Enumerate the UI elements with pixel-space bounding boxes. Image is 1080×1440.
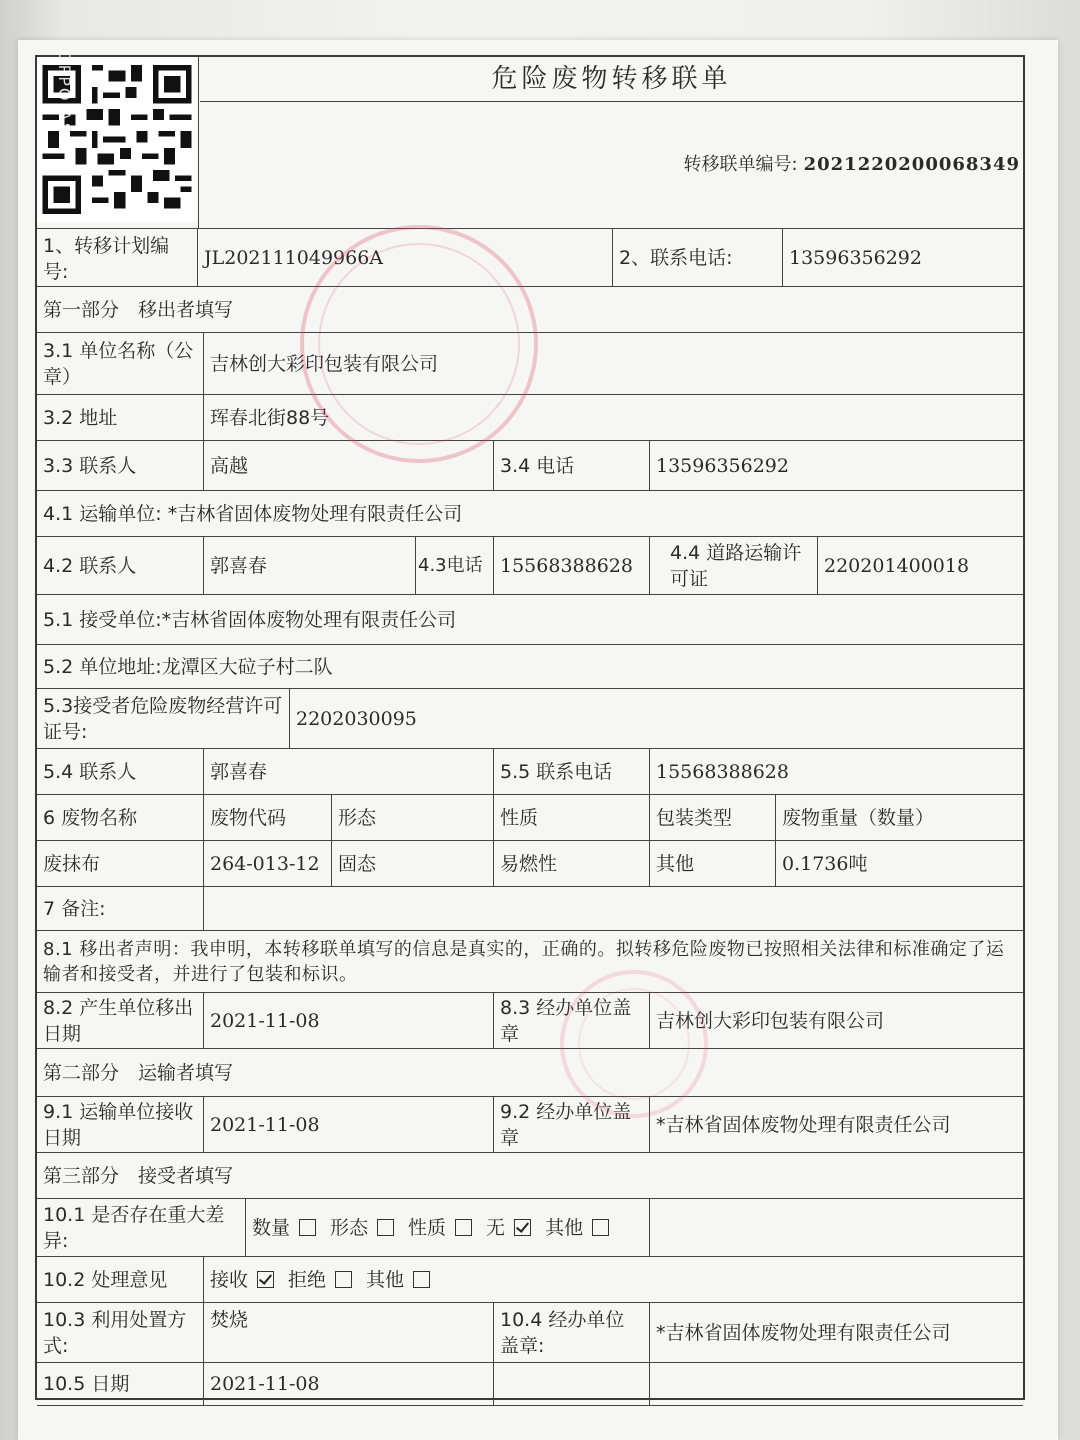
part3-label: 第三部分 接受者填写 (43, 1164, 234, 1187)
part1-header (37, 286, 1023, 332)
receiver-seal-label: 10.4 经办单位盖章: (493, 1303, 649, 1362)
transporter-seal-value: *吉林省固体废物处理有限责任公司 (649, 1097, 1023, 1152)
row-5-4 (37, 748, 1023, 794)
opt-accept-label: 接收 (210, 1268, 249, 1291)
license-value: 2202030095 (289, 689, 1023, 748)
phone-label: 2、联系电话: (612, 229, 782, 286)
opt-other-label: 其他 (545, 1216, 584, 1239)
receiver-row (37, 595, 1023, 644)
title-divider (198, 57, 199, 229)
row-8-2 (37, 992, 1023, 1048)
address-value: 珲春北街88号 (203, 395, 1023, 440)
company-name-label: 3.1 单位名称（公章） (43, 339, 194, 388)
waste-weight: 0.1736吨 (775, 841, 1023, 886)
ship-date-label: 8.2 产生单位移出日期 (43, 996, 194, 1045)
receiver-value: *吉林省固体废物处理有限责任公司 (161, 608, 457, 631)
row-4-1 (37, 490, 1023, 536)
row-plan (37, 228, 1023, 286)
contact-phone-value: 13596356292 (649, 441, 1023, 490)
generator-declaration: 8.1 移出者声明：我申明，本转移联单填写的信息是真实的，正确的。拟转移危险废物已按照相关法律和标准确定了运输者和接受者，并进行了包装和标识。 (43, 938, 1005, 985)
row-5-1 (37, 594, 1023, 644)
row-10-5 (37, 1362, 1023, 1406)
device-watermark: OPPO A8 (55, 50, 74, 135)
opt-none-label: 无 (486, 1216, 506, 1239)
generator-seal-label: 8.3 经办单位盖章 (493, 993, 649, 1048)
row-10-2 (37, 1256, 1023, 1302)
part1-label: 第一部分 移出者填写 (43, 298, 234, 321)
row-3-1 (37, 332, 1023, 394)
license-label: 5.3接受者危险废物经营许可证号: (43, 694, 283, 743)
transport-contact-value: 郭喜春 (203, 537, 415, 594)
discrepancy-options (245, 1199, 649, 1256)
receiver-contact-value: 郭喜春 (203, 749, 493, 794)
row-8-1 (37, 930, 1023, 992)
transporter-label: 4.1 运输单位: (43, 502, 162, 525)
discrepancy-blank (649, 1199, 1023, 1256)
transport-date-value: 2021-11-08 (203, 1097, 493, 1152)
discrepancy-label: 10.1 是否存在重大差异: (43, 1203, 225, 1252)
waste-header-row (37, 794, 1023, 840)
receiver-phone-label: 5.5 联系电话 (493, 749, 649, 794)
transport-phone-value: 15568388628 (493, 537, 649, 594)
disposal-method-value: 焚烧 (203, 1303, 493, 1362)
opt-form-checkbox[interactable] (377, 1219, 394, 1236)
waste-header-package: 包装类型 (649, 795, 775, 840)
waste-header-code: 废物代码 (203, 795, 331, 840)
row-9-1 (37, 1096, 1023, 1152)
road-permit-value: 220201400018 (817, 537, 1023, 594)
disposal-method-label: 10.3 利用处置方式: (43, 1308, 187, 1357)
contact-value: 高越 (203, 441, 493, 490)
receive-date-blank-1 (493, 1363, 649, 1405)
disposal-opinion-label: 10.2 处理意见 (43, 1268, 168, 1291)
receive-date-value: 2021-11-08 (203, 1363, 493, 1405)
company-name-value: 吉林创大彩印包装有限公司 (203, 333, 1023, 394)
road-permit-label: 4.4 道路运输许可证 (649, 537, 817, 594)
ship-date-value: 2021-11-08 (203, 993, 493, 1048)
opt-quantity-checkbox[interactable] (299, 1219, 316, 1236)
document-title: 危险废物转移联单 (200, 57, 1023, 102)
form-table (37, 228, 1023, 1406)
opt-none-checkbox[interactable] (514, 1219, 531, 1236)
opt-other-checkbox[interactable] (592, 1219, 609, 1236)
receiver-address-row (37, 645, 1023, 688)
opt-property-checkbox[interactable] (455, 1219, 472, 1236)
row-3-2 (37, 394, 1023, 440)
row-5-2 (37, 644, 1023, 688)
opt-property-label: 性质 (408, 1216, 447, 1239)
waste-data-row (37, 840, 1023, 886)
waste-code: 264-013-12 (203, 841, 331, 886)
waste-header-name: 6 废物名称 (43, 806, 138, 829)
opt-other2-label: 其他 (366, 1268, 405, 1291)
waste-header-weight: 废物重量（数量） (775, 795, 1023, 840)
transporter-seal-label: 9.2 经办单位盖章 (493, 1097, 649, 1152)
receive-date-label: 10.5 日期 (43, 1373, 130, 1395)
disposal-opinion-options (203, 1257, 1023, 1302)
generator-seal-value: 吉林创大彩印包装有限公司 (649, 993, 1023, 1048)
opt-other2-checkbox[interactable] (413, 1271, 430, 1288)
part2-label: 第二部分 运输者填写 (43, 1061, 234, 1084)
waste-header-property: 性质 (493, 795, 649, 840)
opt-reject-label: 拒绝 (288, 1268, 327, 1291)
part2-header (37, 1048, 1023, 1096)
address-label: 3.2 地址 (43, 406, 118, 429)
row-5-3 (37, 688, 1023, 748)
transport-date-label: 9.1 运输单位接收日期 (43, 1100, 194, 1149)
receiver-address-value: 龙潭区大砬子村二队 (161, 655, 333, 678)
manifest-label: 转移联单编号: (683, 154, 798, 175)
contact-label: 3.3 联系人 (43, 454, 137, 477)
waste-header-form: 形态 (331, 795, 493, 840)
receiver-address-label: 5.2 单位地址: (43, 655, 162, 678)
transport-phone-label: 4.3电话 (415, 537, 493, 594)
receiver-phone-value: 15568388628 (649, 749, 1023, 794)
part3-header (37, 1152, 1023, 1198)
manifest-value: 2021220200068349 (803, 154, 1020, 175)
receiver-label: 5.1 接受单位: (43, 608, 162, 631)
row-3-3 (37, 440, 1023, 490)
receiver-seal-value: *吉林省固体废物处理有限责任公司 (649, 1303, 1023, 1362)
row-10-3 (37, 1302, 1023, 1362)
waste-name: 废抹布 (43, 852, 101, 875)
plan-label: 1、转移计划编号: (43, 235, 170, 283)
remarks-label: 7 备注: (43, 897, 106, 920)
opt-form-label: 形态 (330, 1216, 369, 1239)
manifest-number (684, 150, 1020, 176)
row-10-1 (37, 1198, 1023, 1256)
waste-form: 固态 (331, 841, 493, 886)
contact-phone-label: 3.4 电话 (493, 441, 649, 490)
phone-value: 13596356292 (782, 229, 1023, 286)
receiver-contact-label: 5.4 联系人 (43, 760, 137, 783)
transport-contact-label: 4.2 联系人 (43, 554, 137, 577)
transporter-row (37, 491, 1023, 536)
remarks-value (203, 887, 1023, 930)
opt-accept-checkbox[interactable] (257, 1271, 274, 1288)
waste-package: 其他 (649, 841, 775, 886)
row-4-2 (37, 536, 1023, 594)
row-7 (37, 886, 1023, 930)
plan-value: JL202111049966A (197, 229, 612, 286)
transporter-value: *吉林省固体废物处理有限责任公司 (167, 502, 463, 525)
opt-reject-checkbox[interactable] (335, 1271, 352, 1288)
waste-property: 易燃性 (493, 841, 649, 886)
receive-date-blank-2 (649, 1363, 1023, 1405)
opt-quantity-label: 数量 (252, 1216, 291, 1239)
